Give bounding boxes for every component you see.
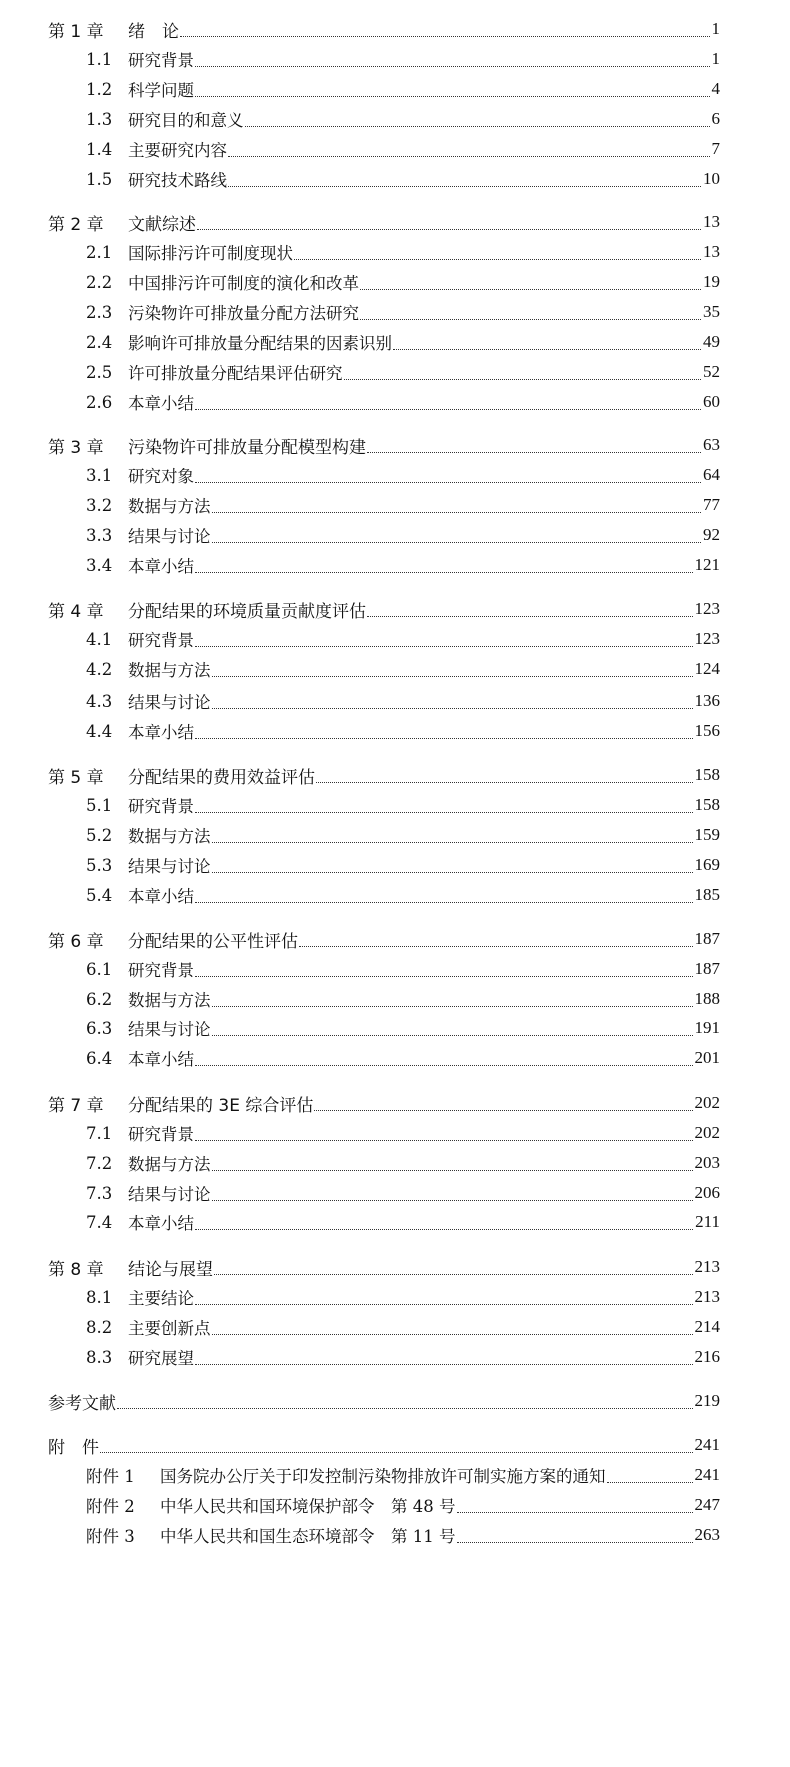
dot-leader (195, 1229, 693, 1230)
toc-chapter-entry[interactable] (0, 594, 790, 624)
dot-leader (180, 36, 710, 37)
toc-entry-title: 研究背景 (128, 961, 194, 980)
toc-appendix-entry[interactable] (0, 1490, 790, 1520)
toc-entry-number: 1.1 (86, 49, 113, 69)
dot-leader (228, 156, 710, 157)
toc-chapter-entry[interactable] (0, 430, 790, 460)
toc-section-entry[interactable] (0, 1207, 790, 1237)
toc-entry-number: 第 8 章 (48, 1259, 104, 1280)
dot-leader (367, 616, 693, 617)
toc-section-entry[interactable] (0, 520, 790, 550)
toc-entry-number: 2.1 (86, 242, 113, 262)
toc-page-number: 213 (694, 1287, 720, 1306)
dot-leader (212, 1200, 693, 1201)
dot-leader (212, 842, 693, 843)
toc-entry-title: 本章小结 (128, 394, 194, 413)
dot-leader (457, 1542, 693, 1543)
dot-leader (195, 976, 693, 977)
toc-section-entry[interactable] (0, 1178, 790, 1208)
toc-section-entry[interactable] (0, 716, 790, 746)
toc-page-number: 241 (694, 1465, 720, 1484)
toc-page-number: 263 (694, 1525, 720, 1544)
toc-entry-title: 结果与讨论 (128, 1185, 211, 1204)
toc-chapter-entry[interactable] (0, 1088, 790, 1118)
toc-entry-number: 第 3 章 (48, 437, 104, 458)
toc-entry-title: 绪 论 (128, 21, 179, 42)
dot-leader (367, 452, 701, 453)
toc-page-number: 214 (694, 1317, 720, 1336)
toc-chapter-entry[interactable] (0, 207, 790, 237)
toc-entry-title: 数据与方法 (128, 497, 211, 516)
dot-leader (457, 1512, 693, 1513)
dot-leader (212, 1006, 693, 1007)
toc-entry-number: 7.2 (86, 1153, 113, 1173)
toc-appendix-entry[interactable] (0, 1520, 790, 1550)
dot-leader (117, 1408, 693, 1409)
toc-entry-number: 5.3 (86, 855, 113, 875)
toc-page-number: 121 (694, 555, 720, 574)
dot-leader (344, 379, 702, 380)
toc-entry-number: 附件 1 (86, 1467, 135, 1486)
dot-leader (195, 1304, 693, 1305)
toc-chapter-entry[interactable] (0, 1386, 790, 1416)
toc-entry-number: 2.2 (86, 272, 113, 292)
toc-entry-title: 中国排污许可制度的演化和改革 (128, 274, 359, 293)
toc-page-number: 158 (694, 765, 720, 784)
toc-entry-title: 本章小结 (128, 723, 194, 742)
toc-entry-title: 研究背景 (128, 1125, 194, 1144)
toc-entry-number: 7.3 (86, 1183, 113, 1203)
toc-entry-title: 分配结果的费用效益评估 (128, 767, 315, 788)
toc-entry-number: 1.3 (86, 109, 113, 129)
toc-section-entry[interactable] (0, 297, 790, 327)
toc-entry-title: 研究背景 (128, 797, 194, 816)
toc-page-number: 211 (695, 1212, 720, 1231)
toc-entry-title: 研究展望 (128, 1349, 194, 1368)
toc-page-number: 247 (694, 1495, 720, 1514)
toc-section-entry[interactable] (0, 357, 790, 387)
toc-entry-number: 2.5 (86, 362, 113, 382)
toc-entry-number: 第 6 章 (48, 931, 104, 952)
toc-entry-title: 国际排污许可制度现状 (128, 244, 293, 263)
dot-leader (195, 1140, 693, 1141)
dot-leader (214, 1274, 693, 1275)
toc-page-number: 156 (694, 721, 720, 740)
dot-leader (195, 738, 693, 739)
toc-entry-title: 国务院办公厅关于印发控制污染物排放许可制实施方案的通知 (160, 1467, 606, 1486)
toc-entry-number: 3.4 (86, 555, 113, 575)
toc-appendix-entry[interactable] (0, 1460, 790, 1490)
toc-page-number: 60 (703, 392, 720, 411)
dot-leader (195, 96, 710, 97)
toc-page-number: 185 (694, 885, 720, 904)
toc-page-number: 241 (694, 1435, 720, 1454)
toc-section-entry[interactable] (0, 460, 790, 490)
toc-section-entry[interactable] (0, 790, 790, 820)
toc-entry-number: 6.4 (86, 1048, 113, 1068)
toc-section-entry[interactable] (0, 984, 790, 1014)
toc-page-number: 123 (694, 599, 720, 618)
toc-entry-title: 本章小结 (128, 1050, 194, 1069)
toc-section-entry[interactable] (0, 686, 790, 716)
toc-page-number: 159 (694, 825, 720, 844)
toc-entry-title: 研究目的和意义 (128, 111, 244, 130)
toc-page-number: 6 (711, 109, 720, 128)
dot-leader (212, 676, 693, 677)
dot-leader (195, 482, 701, 483)
toc-entry-number: 附件 2 (86, 1497, 135, 1516)
dot-leader (212, 512, 702, 513)
toc-page-number: 124 (694, 659, 720, 678)
dot-leader (314, 1110, 692, 1111)
dot-leader (245, 126, 710, 127)
toc-section-entry[interactable] (0, 44, 790, 74)
dot-leader (212, 708, 693, 709)
toc-entry-title: 文献综述 (128, 214, 196, 235)
toc-page-number: 158 (694, 795, 720, 814)
toc-entry-title: 分配结果的 3E 综合评估 (128, 1095, 314, 1116)
dot-leader (195, 646, 693, 647)
toc-entry-title: 科学问题 (128, 81, 194, 100)
toc-page-number: 13 (703, 212, 720, 231)
toc-section-entry[interactable] (0, 327, 790, 357)
toc-page-number: 169 (694, 855, 720, 874)
toc-chapter-entry[interactable] (0, 760, 790, 790)
toc-section-entry[interactable] (0, 490, 790, 520)
dot-leader (195, 1065, 693, 1066)
dot-leader (197, 229, 701, 230)
toc-page-number: 4 (711, 79, 720, 98)
toc-entry-number: 2.4 (86, 332, 113, 352)
toc-page-number: 136 (694, 691, 720, 710)
toc-section-entry[interactable] (0, 1282, 790, 1312)
toc-section-entry[interactable] (0, 387, 790, 417)
toc-page-number: 187 (694, 959, 720, 978)
toc-page-number: 216 (694, 1347, 720, 1366)
toc-page-number: 19 (703, 272, 720, 291)
dot-leader (212, 1035, 693, 1036)
dot-leader (360, 289, 701, 290)
toc-entry-title: 本章小结 (128, 557, 194, 576)
toc-section-entry[interactable] (0, 1118, 790, 1148)
toc-section-entry[interactable] (0, 1148, 790, 1178)
toc-section-entry[interactable] (0, 267, 790, 297)
toc-entry-number: 6.1 (86, 959, 113, 979)
toc-entry-number: 6.3 (86, 1018, 113, 1038)
dot-leader (195, 902, 693, 903)
toc-page-number: 187 (694, 929, 720, 948)
toc-entry-title: 数据与方法 (128, 827, 211, 846)
toc-entry-title: 污染物许可排放量分配方法研究 (128, 304, 359, 323)
toc-section-entry[interactable] (0, 820, 790, 850)
toc-entry-number: 5.1 (86, 795, 113, 815)
toc-page-number: 191 (694, 1018, 720, 1037)
toc-entry-title: 主要研究内容 (128, 141, 227, 160)
toc-entry-title: 结果与讨论 (128, 527, 211, 546)
toc-section-entry[interactable] (0, 954, 790, 984)
toc-entry-number: 3.1 (86, 465, 113, 485)
toc-entry-title: 附 件 (48, 1437, 99, 1458)
toc-chapter-entry[interactable] (0, 1252, 790, 1282)
toc-entry-title: 中华人民共和国环境保护部令 第 48 号 (160, 1497, 456, 1516)
toc-entry-number: 1.4 (86, 139, 113, 159)
toc-page-number: 203 (694, 1153, 720, 1172)
toc-section-entry[interactable] (0, 1013, 790, 1043)
toc-entry-number: 4.4 (86, 721, 113, 741)
toc-section-entry[interactable] (0, 134, 790, 164)
dot-leader (195, 1364, 693, 1365)
toc-section-entry[interactable] (0, 850, 790, 880)
toc-section-entry[interactable] (0, 880, 790, 910)
toc-entry-number: 5.4 (86, 885, 113, 905)
toc-entry-title: 本章小结 (128, 1214, 194, 1233)
toc-entry-number: 第 5 章 (48, 767, 104, 788)
dot-leader (212, 872, 693, 873)
toc-entry-number: 1.5 (86, 169, 113, 189)
toc-entry-title: 主要结论 (128, 1289, 194, 1308)
toc-entry-title: 结果与讨论 (128, 1020, 211, 1039)
toc-entry-title: 结果与讨论 (128, 693, 211, 712)
toc-entry-title: 影响许可排放量分配结果的因素识别 (128, 334, 392, 353)
toc-entry-title: 研究背景 (128, 51, 194, 70)
toc-page-number: 188 (694, 989, 720, 1008)
toc-section-entry[interactable] (0, 104, 790, 134)
dot-leader (294, 259, 701, 260)
dot-leader (212, 542, 702, 543)
toc-page-number: 35 (703, 302, 720, 321)
toc-entry-number: 第 7 章 (48, 1095, 104, 1116)
toc-page-number: 92 (703, 525, 720, 544)
toc-page-number: 123 (694, 629, 720, 648)
toc-entry-title: 研究对象 (128, 467, 194, 486)
toc-section-entry[interactable] (0, 1043, 790, 1073)
toc-entry-number: 4.2 (86, 659, 113, 679)
toc-entry-number: 1.2 (86, 79, 113, 99)
toc-page-number: 10 (703, 169, 720, 188)
toc-entry-title: 许可排放量分配结果评估研究 (128, 364, 343, 383)
toc-chapter-entry[interactable] (0, 14, 790, 44)
toc-chapter-entry[interactable] (0, 1430, 790, 1460)
toc-page-number: 7 (711, 139, 720, 158)
toc-section-entry[interactable] (0, 237, 790, 267)
toc-section-entry[interactable] (0, 550, 790, 580)
toc-entry-number: 第 4 章 (48, 601, 104, 622)
toc-entry-title: 本章小结 (128, 887, 194, 906)
dot-leader (228, 186, 701, 187)
toc-entry-number: 8.1 (86, 1287, 113, 1307)
dot-leader (393, 349, 701, 350)
toc-entry-number: 4.1 (86, 629, 113, 649)
toc-entry-title: 数据与方法 (128, 1155, 211, 1174)
toc-chapter-entry[interactable] (0, 924, 790, 954)
toc-page-number: 206 (694, 1183, 720, 1202)
dot-leader (100, 1452, 693, 1453)
toc-entry-title: 参考文献 (48, 1393, 116, 1414)
toc-entry-title: 数据与方法 (128, 661, 211, 680)
toc-entry-number: 7.1 (86, 1123, 113, 1143)
toc-page-number: 77 (703, 495, 720, 514)
toc-section-entry[interactable] (0, 624, 790, 654)
toc-entry-number: 第 2 章 (48, 214, 104, 235)
dot-leader (195, 409, 701, 410)
toc-entry-number: 8.3 (86, 1347, 113, 1367)
toc-section-entry[interactable] (0, 1342, 790, 1372)
dot-leader (195, 812, 693, 813)
toc-entry-title: 中华人民共和国生态环境部令 第 11 号 (160, 1527, 456, 1546)
toc-page-number: 1 (711, 49, 720, 68)
dot-leader (212, 1334, 693, 1335)
toc-entry-number: 6.2 (86, 989, 113, 1009)
toc-section-entry[interactable] (0, 1312, 790, 1342)
dot-leader (607, 1482, 693, 1483)
toc-entry-number: 3.2 (86, 495, 113, 515)
dot-leader (299, 946, 693, 947)
toc-entry-number: 5.2 (86, 825, 113, 845)
dot-leader (195, 66, 710, 67)
toc-entry-number: 8.2 (86, 1317, 113, 1337)
toc-section-entry[interactable] (0, 74, 790, 104)
toc-page-number: 52 (703, 362, 720, 381)
toc-page-number: 64 (703, 465, 720, 484)
toc-entry-title: 结果与讨论 (128, 857, 211, 876)
toc-page-number: 213 (694, 1257, 720, 1276)
toc-page-number: 49 (703, 332, 720, 351)
toc-section-entry[interactable] (0, 164, 790, 194)
dot-leader (360, 319, 701, 320)
toc-entry-title: 研究技术路线 (128, 171, 227, 190)
toc-entry-title: 数据与方法 (128, 991, 211, 1010)
toc-entry-title: 分配结果的环境质量贡献度评估 (128, 601, 366, 622)
toc-entry-number: 第 1 章 (48, 21, 104, 42)
toc-entry-title: 研究背景 (128, 631, 194, 650)
toc-entry-number: 2.6 (86, 392, 113, 412)
toc-page-number: 1 (711, 19, 720, 38)
dot-leader (212, 1170, 693, 1171)
dot-leader (316, 782, 693, 783)
toc-entry-title: 结论与展望 (128, 1259, 213, 1280)
toc-entry-number: 2.3 (86, 302, 113, 322)
toc-entry-title: 主要创新点 (128, 1319, 211, 1338)
toc-page-number: 202 (694, 1093, 720, 1112)
toc-entry-title: 分配结果的公平性评估 (128, 931, 298, 952)
dot-leader (195, 572, 693, 573)
toc-entry-number: 7.4 (86, 1212, 113, 1232)
toc-section-entry[interactable] (0, 654, 790, 684)
toc-entry-number: 3.3 (86, 525, 113, 545)
toc-entry-number: 附件 3 (86, 1527, 135, 1546)
toc-entry-title: 污染物许可排放量分配模型构建 (128, 437, 366, 458)
toc-page-number: 219 (694, 1391, 720, 1410)
toc-page-number: 201 (694, 1048, 720, 1067)
toc-page-number: 13 (703, 242, 720, 261)
toc-entry-number: 4.3 (86, 691, 113, 711)
toc-page-number: 63 (703, 435, 720, 454)
toc-page-number: 202 (694, 1123, 720, 1142)
